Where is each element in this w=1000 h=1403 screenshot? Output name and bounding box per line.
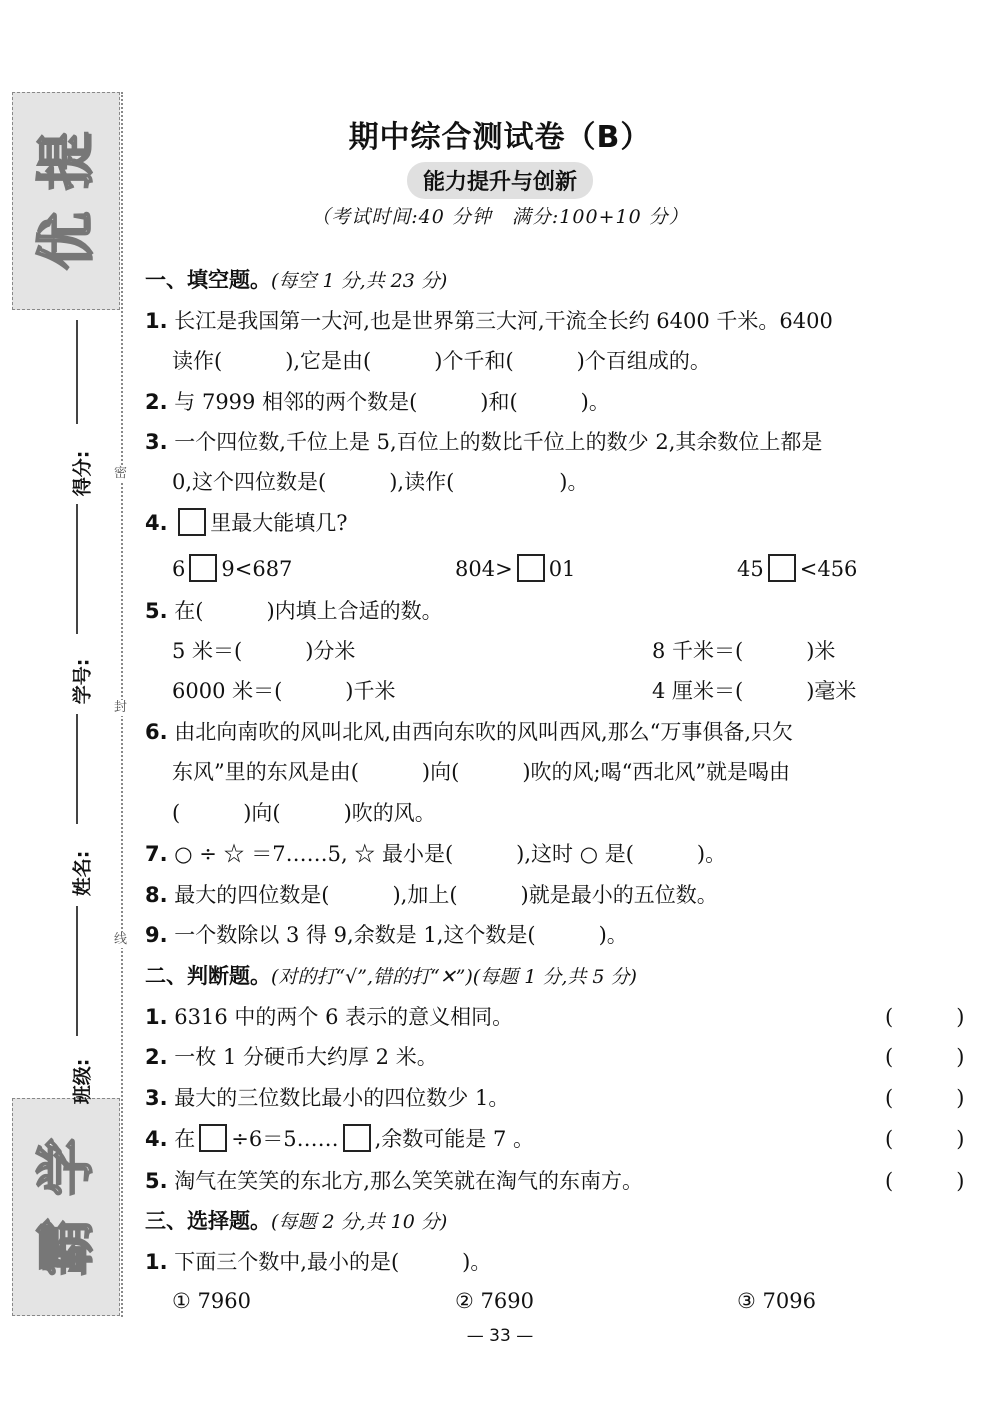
field-line bbox=[76, 714, 78, 824]
blank-box bbox=[199, 1124, 227, 1152]
question bbox=[145, 427, 822, 457]
question-text: 一枚 1 分硬币大约厚 2 米。 bbox=[174, 1045, 438, 1069]
question-item bbox=[455, 554, 575, 584]
name-field-label: 姓名: bbox=[71, 850, 94, 897]
cut-mark: 线 bbox=[114, 932, 128, 947]
question-text: 最大的四位数是( ),加上( )就是最小的五位数。 bbox=[174, 883, 718, 907]
question-text: 淘气在笑笑的东北方,那么笑笑就在淘气的东南方。 bbox=[174, 1169, 643, 1193]
exam-info: （考试时间:40 分钟 满分:100+10 分） bbox=[311, 206, 689, 228]
question-number: 2. bbox=[145, 390, 168, 414]
blank-box bbox=[517, 554, 545, 582]
question bbox=[145, 920, 628, 950]
section-title: 三、选择题。 bbox=[145, 1209, 271, 1233]
question-text: 在 bbox=[174, 1127, 196, 1151]
question-text: ,余数可能是 7 。 bbox=[374, 1127, 534, 1151]
section-heading bbox=[145, 961, 637, 992]
choice-option: ① 7960 bbox=[172, 1289, 251, 1313]
section-heading bbox=[145, 1206, 447, 1237]
question-text: 读作( ),它是由( )个千和( )个百组成的。 bbox=[172, 349, 711, 373]
answer-paren: ( ) bbox=[885, 1086, 965, 1110]
question-item: 5 米＝( )分米 bbox=[172, 639, 356, 663]
blank-box bbox=[343, 1124, 371, 1152]
question-number: 2. bbox=[145, 1045, 168, 1069]
question-text: 里最大能填几? bbox=[210, 511, 348, 535]
question-text: 最大的三位数比最小的四位数少 1。 bbox=[174, 1086, 510, 1110]
question bbox=[145, 1002, 513, 1032]
question bbox=[145, 1166, 643, 1196]
question-item: 4 厘米＝( )毫米 bbox=[652, 679, 857, 703]
question-item: 6000 米＝( )千米 bbox=[172, 679, 396, 703]
question-text: ○ ÷ ☆ ＝7……5, ☆ 最小是( ),这时 ○ 是( )。 bbox=[174, 842, 727, 866]
side-badge-char: 霸 bbox=[31, 1217, 100, 1277]
answer-paren: ( ) bbox=[885, 1005, 965, 1029]
question-text: 一个数除以 3 得 9,余数是 1,这个数是( )。 bbox=[174, 923, 628, 947]
question bbox=[145, 596, 443, 626]
item-text: 01 bbox=[548, 557, 576, 581]
page-number: — 33 — bbox=[466, 1326, 534, 1346]
answer-paren: ( ) bbox=[885, 1045, 965, 1069]
question-text: 6316 中的两个 6 表示的意义相同。 bbox=[174, 1005, 514, 1029]
question-number: 8. bbox=[145, 883, 168, 907]
item-text: 804> bbox=[455, 557, 513, 581]
item-text: <456 bbox=[799, 557, 858, 581]
question bbox=[145, 1124, 534, 1154]
item-text: 6 bbox=[172, 557, 186, 581]
question bbox=[145, 387, 610, 417]
item-text: 45 bbox=[737, 557, 764, 581]
question-number: 4. bbox=[145, 511, 168, 535]
question bbox=[145, 880, 718, 910]
side-badge-char: 优 bbox=[31, 211, 100, 271]
choice-option: ③ 7096 bbox=[737, 1289, 816, 1313]
question-number: 1. bbox=[145, 1250, 168, 1274]
item-text: 9<687 bbox=[221, 557, 293, 581]
section-heading bbox=[145, 265, 447, 296]
section-title: 二、判断题。 bbox=[145, 964, 271, 988]
field-line bbox=[76, 504, 78, 634]
question bbox=[145, 839, 726, 869]
question-number: 5. bbox=[145, 1169, 168, 1193]
question-item bbox=[172, 554, 292, 584]
cut-mark: 密 bbox=[114, 466, 128, 481]
section-title: 一、填空题。 bbox=[145, 268, 271, 292]
question-text: 0,这个四位数是( ),读作( )。 bbox=[172, 470, 589, 494]
question-text: ÷6＝5…… bbox=[231, 1127, 339, 1151]
answer-paren: ( ) bbox=[885, 1169, 965, 1193]
question-item: 8 千米＝( )米 bbox=[652, 639, 836, 663]
blank-box bbox=[178, 508, 206, 536]
question-text: 在( )内填上合适的数。 bbox=[174, 599, 443, 623]
class-field-label: 班级: bbox=[71, 1058, 94, 1105]
question bbox=[145, 306, 833, 336]
question-number: 3. bbox=[145, 430, 168, 454]
section-note: (对的打“√”,错的打“✕”)(每题 1 分,共 5 分) bbox=[271, 966, 637, 988]
question bbox=[145, 1247, 491, 1277]
question-number: 4. bbox=[145, 1127, 168, 1151]
question-text: 一个四位数,千位上是 5,百位上的数比千位上的数少 2,其余数位上都是 bbox=[174, 430, 823, 454]
answer-paren: ( ) bbox=[885, 1127, 965, 1151]
question-item bbox=[737, 554, 857, 584]
question-number: 9. bbox=[145, 923, 168, 947]
section-note: (每空 1 分,共 23 分) bbox=[271, 270, 448, 292]
question bbox=[145, 717, 793, 747]
question-text: 由北向南吹的风叫北风,由西向东吹的风叫西风,那么“万事俱备,只欠 bbox=[174, 720, 794, 744]
question-text: 长江是我国第一大河,也是世界第三大河,干流全长约 6400 千米。6400 bbox=[174, 309, 833, 333]
question-number: 5. bbox=[145, 599, 168, 623]
page-title: 期中综合测试卷（B） bbox=[348, 120, 652, 155]
score-field-label: 得分: bbox=[71, 450, 94, 497]
section-note: (每题 2 分,共 10 分) bbox=[271, 1211, 448, 1233]
question bbox=[145, 1042, 438, 1072]
blank-box bbox=[189, 554, 217, 582]
question-text: 东风”里的东风是由( )向( )吹的风;喝“西北风”就是喝由 bbox=[172, 760, 791, 784]
cut-mark: 封 bbox=[114, 700, 128, 715]
question-text: 下面三个数中,最小的是( )。 bbox=[174, 1250, 492, 1274]
side-badge-char: 学 bbox=[31, 1137, 100, 1197]
choice-option: ② 7690 bbox=[455, 1289, 534, 1313]
side-badge-bottom bbox=[12, 1098, 120, 1316]
page-subtitle: 能力提升与创新 bbox=[407, 162, 593, 199]
student-id-field-label: 学号: bbox=[71, 658, 94, 705]
field-line bbox=[76, 906, 78, 1036]
question-text: ( )向( )吹的风。 bbox=[172, 801, 436, 825]
question-number: 1. bbox=[145, 1005, 168, 1029]
question bbox=[145, 508, 348, 538]
question-number: 6. bbox=[145, 720, 168, 744]
question-number: 3. bbox=[145, 1086, 168, 1110]
question-number: 1. bbox=[145, 309, 168, 333]
question-text: 与 7999 相邻的两个数是( )和( )。 bbox=[174, 390, 610, 414]
question bbox=[145, 1083, 509, 1113]
side-badge-char: 提 bbox=[31, 131, 100, 191]
blank-box bbox=[768, 554, 796, 582]
field-line bbox=[76, 320, 78, 424]
question-number: 7. bbox=[145, 842, 168, 866]
